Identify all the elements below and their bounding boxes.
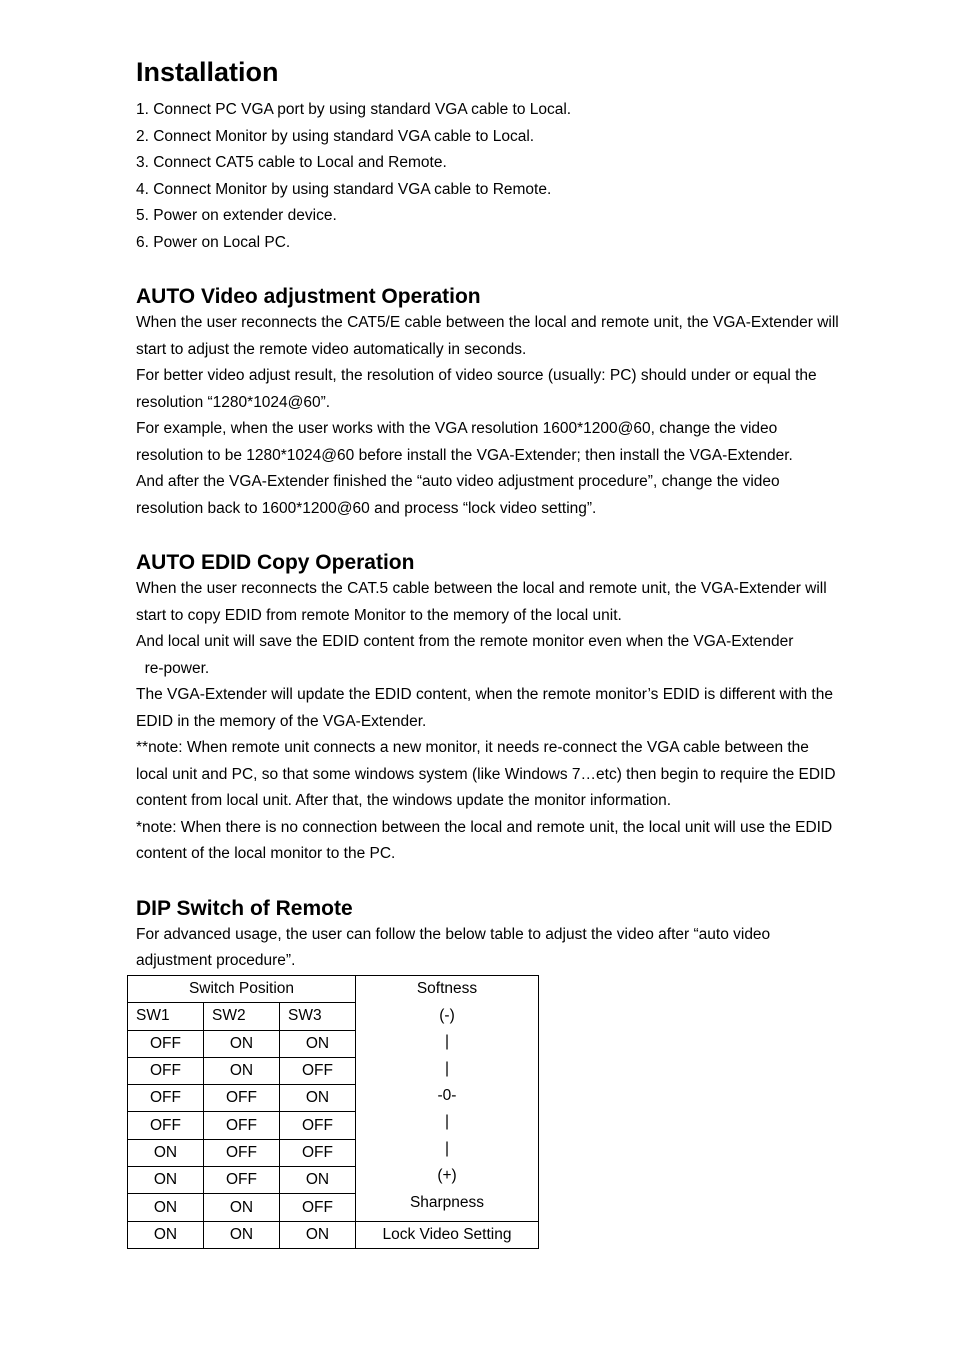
table-cell: OFF [204, 1112, 280, 1139]
table-cell: ON [204, 1057, 280, 1084]
dip-switch-table [127, 975, 539, 1249]
dip-switch-body [136, 922, 876, 975]
table-row [128, 976, 539, 1003]
table-cell: OFF [280, 1057, 356, 1084]
switch-position-header: Switch Position [128, 976, 356, 1003]
softness-scale-cell [356, 976, 539, 1222]
paragraph-line: local unit and PC, so that some windows system (like Windows 7…etc) then begin to require the EDID [136, 765, 836, 783]
scale-label: (+) [437, 1166, 457, 1184]
list-item: 1. Connect PC VGA port by using standard VGA cable to Local. [136, 101, 572, 118]
paragraph-line: When the user reconnects the CAT.5 cable between the local and remote unit, the VGA-Extender will [136, 580, 827, 597]
paragraph-line: adjustment procedure”. [136, 952, 296, 969]
scale-label: -0- [437, 1086, 457, 1104]
lock-video-setting-label: Lock Video Setting [356, 1221, 539, 1248]
paragraph-line: When the user reconnects the CAT5/E cable between the local and remote unit, the VGA-Extender will [136, 314, 839, 331]
table-cell: ON [204, 1221, 280, 1248]
paragraph-line: resolution “1280*1024@60”. [136, 393, 331, 411]
paragraph-line: **note: When remote unit connects a new monitor, it needs re-connect the VGA cable between the [136, 739, 809, 756]
auto-video-body [136, 310, 876, 522]
paragraph-line: EDID in the memory of the VGA-Extender. [136, 712, 427, 730]
table-cell: OFF [204, 1085, 280, 1112]
document-page [136, 54, 876, 975]
table-cell: OFF [128, 1085, 204, 1112]
scale-label: | [444, 1140, 450, 1158]
paragraph-line: *note: When there is no connection between the local and remote unit, the local unit will use the EDID [136, 818, 833, 836]
table-cell: ON [204, 1194, 280, 1221]
table-cell: OFF [128, 1030, 204, 1057]
auto-edid-body [136, 576, 876, 868]
list-item: 5. Power on extender device. [136, 207, 337, 224]
table-cell: OFF [204, 1139, 280, 1166]
installation-steps [136, 97, 876, 256]
table-cell: OFF [280, 1139, 356, 1166]
paragraph-line: re-power. [136, 659, 210, 677]
softness-header: Softness [416, 980, 478, 997]
auto-video-title: AUTO Video adjustment Operation [136, 285, 481, 308]
installation-title: Installation [136, 57, 279, 87]
table-cell: ON [280, 1167, 356, 1194]
paragraph-line: For advanced usage, the user can follow the below table to adjust the video after “auto video [136, 925, 771, 943]
table-row [128, 1221, 539, 1248]
sw1-header: SW1 [128, 1003, 204, 1030]
sw3-header: SW3 [280, 1003, 356, 1030]
list-item: 4. Connect Monitor by using standard VGA cable to Remote. [136, 180, 552, 198]
table-cell: OFF [280, 1112, 356, 1139]
list-item: 3. Connect CAT5 cable to Local and Remote. [136, 154, 447, 171]
paragraph-line: For better video adjust result, the resolution of video source (usually: PC) should under or equal the [136, 367, 817, 384]
scale-label: | [444, 1033, 450, 1051]
table-cell: ON [204, 1030, 280, 1057]
table-cell: ON [128, 1221, 204, 1248]
paragraph-line: start to adjust the remote video automatically in seconds. [136, 340, 527, 358]
scale-label: Sharpness [409, 1193, 485, 1211]
sw2-header: SW2 [204, 1003, 280, 1030]
paragraph-line: For example, when the user works with the VGA resolution 1600*1200@60, change the video [136, 420, 778, 437]
table-cell: OFF [128, 1112, 204, 1139]
scale-label: | [444, 1113, 450, 1131]
table-cell: OFF [204, 1167, 280, 1194]
dip-switch-title: DIP Switch of Remote [136, 896, 353, 920]
auto-edid-title: AUTO EDID Copy Operation [136, 551, 415, 574]
table-cell: ON [280, 1221, 356, 1248]
list-item: 6. Power on Local PC. [136, 233, 291, 251]
scale-label: (-) [439, 1006, 455, 1024]
table-cell: OFF [128, 1057, 204, 1084]
list-item: 2. Connect Monitor by using standard VGA cable to Local. [136, 127, 535, 145]
scale-label: | [444, 1060, 450, 1078]
table-cell: ON [280, 1085, 356, 1112]
paragraph-line: content from local unit. After that, the windows update the monitor information. [136, 792, 672, 809]
paragraph-line: resolution to be 1280*1024@60 before install the VGA-Extender; then install the VGA-Extender. [136, 446, 793, 464]
table-cell: ON [280, 1030, 356, 1057]
paragraph-line: content of the local monitor to the PC. [136, 845, 396, 862]
paragraph-line: And after the VGA-Extender finished the “auto video adjustment procedure”, change the video [136, 473, 780, 490]
paragraph-line: The VGA-Extender will update the EDID content, when the remote monitor’s EDID is different with the [136, 686, 833, 703]
table-cell: ON [128, 1167, 204, 1194]
table-cell: ON [128, 1139, 204, 1166]
table-cell: ON [128, 1194, 204, 1221]
table-cell: OFF [280, 1194, 356, 1221]
paragraph-line: And local unit will save the EDID content from the remote monitor even when the VGA-Extender [136, 633, 794, 650]
paragraph-line: start to copy EDID from remote Monitor to the memory of the local unit. [136, 606, 622, 624]
paragraph-line: resolution back to 1600*1200@60 and process “lock video setting”. [136, 499, 597, 517]
